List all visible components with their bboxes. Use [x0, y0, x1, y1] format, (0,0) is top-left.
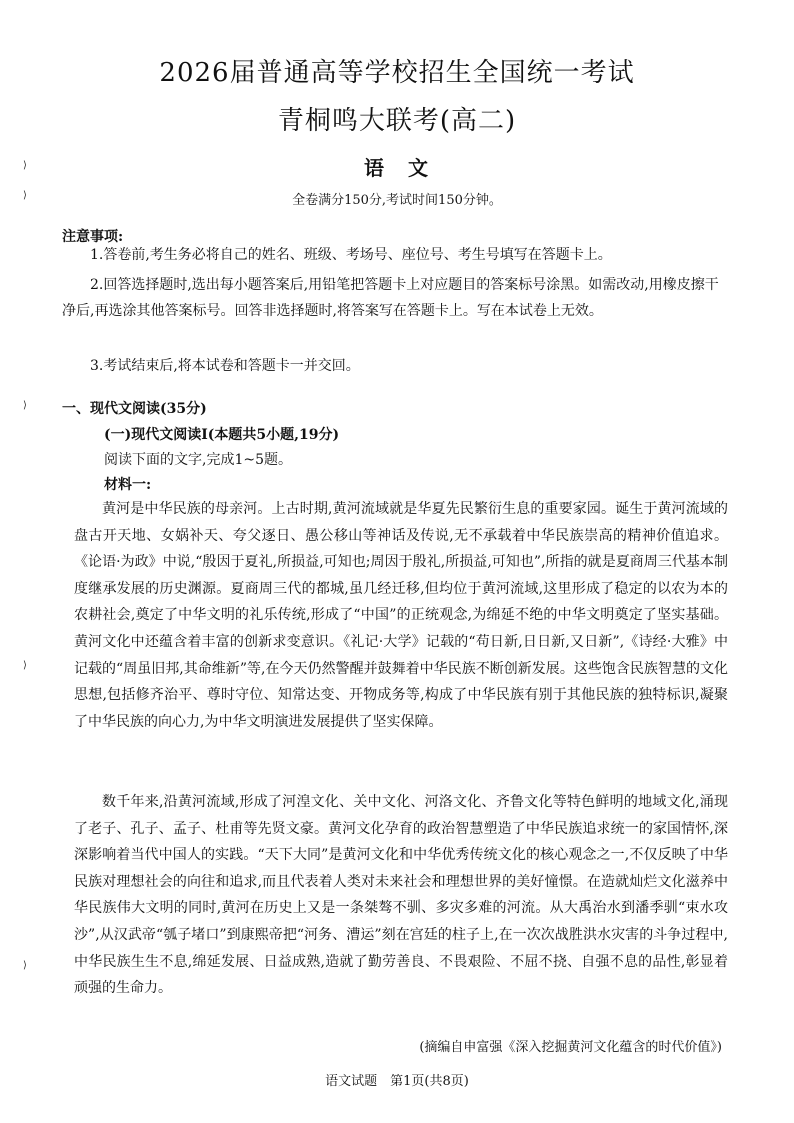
binding-mark: ⟩	[23, 400, 27, 411]
passage-paragraph: 黄河是中华民族的母亲河。上古时期,黄河流域就是华夏先民繁衍生息的重要家园。诞生于黄河流域的盘古开天地、女娲补天、夸父逐日、愚公移山等神话及传说,无不承载着中华民族崇高的精神价值追求。《论语·为政》中说,“殷因于夏礼,所损益,可知也;周因于殷礼,所损益,可知也”,所指的就是夏商周三代基本制度继承发展的历史渊源。夏商周三代的都城,虽几经迁移,但均位于黄河流域,这里形成了稳定的以农为本的农耕社会,奠定了中华文明的礼乐传统,形成了“中国”的正统观念,为绵延不绝的中华文明奠定了坚实基础。黄河文化中还蕴含着丰富的创新求变意识。《礼记·大学》记载的“苟日新,日日新,又日新”,《诗经·大雅》中记载的“周虽旧邦,其命维新”等,在今天仍然警醒并鼓舞着中华民族不断创新发展。这些饱含民族智慧的文化思想,包括修齐治平、尊时守位、知常达变、开物成务等,构成了中华民族有别于其他民族的独特标识,凝聚了中华民族的向心力,为中华文明演进发展提供了坚实保障。	[74, 501, 728, 730]
score-time-note: 全卷满分150分,考试时间150分钟。	[292, 193, 502, 208]
notice-item: 1.答卷前,考生务必将自己的姓名、班级、考场号、座位号、考生号填写在答题卡上。	[90, 247, 612, 263]
binding-mark: ⟩	[23, 660, 27, 671]
reading-instruction: 阅读下面的文字,完成1~5题。	[104, 452, 292, 468]
passage-source: (摘编自申富强《深入挖掘黄河文化蕴含的时代价值》)	[419, 1040, 722, 1055]
section-title: 一、现代文阅读(35分)	[62, 401, 207, 417]
notice-item: 2.回答选择题时,选出每小题答案后,用铅笔把答题卡上对应题目的答案标号涂黑。如需改动,用橡皮擦干净后,再选涂其他答案标号。回答非选择题时,将答案写在答题卡上。写在本试卷上无效。	[62, 277, 719, 319]
page-footer: 语文试题 第1页(共8页)	[325, 1074, 469, 1089]
exam-title: 2026届普通高等学校招生全国统一考试	[159, 58, 635, 88]
subject-title: 语 文	[364, 156, 430, 180]
notice-item: 3.考试结束后,将本试卷和答题卡一并交回。	[90, 358, 360, 374]
exam-subtitle: 青桐鸣大联考(高二)	[277, 106, 517, 136]
passage-paragraph: 数千年来,沿黄河流域,形成了河湟文化、关中文化、河洛文化、齐鲁文化等特色鲜明的地域文化,涌现了老子、孔子、孟子、杜甫等先贤文豪。黄河文化孕育的政治智慧塑造了中华民族追求统一的家国情怀,深深影响着当代中国人的实践。“天下大同”是黄河文化和中华优秀传统文化的核心观念之一,不仅反映了中华民族对理想社会的向往和追求,而且代表着人类对未来社会和理想世界的美好憧憬。在造就灿烂文化滋养中华民族伟大文明的同时,黄河在历史上又是一条桀骜不驯、多灾多难的河流。从大禹治水到潘季驯“束水攻沙”,从汉武帝“瓠子堵口”到康熙帝把“河务、漕运”刻在宫廷的柱子上,在一次次战胜洪水灾害的斗争过程中,中华民族生生不息,绵延发展、日益成熟,造就了勤劳善良、不畏艰险、不屈不挠、自强不息的品性,彰显着顽强的生命力。	[74, 794, 728, 997]
notice-heading: 注意事项:	[62, 229, 124, 245]
binding-mark: ⟩	[23, 960, 27, 971]
binding-mark: ⟩	[23, 190, 27, 201]
subsection-title: (一)现代文阅读Ⅰ(本题共5小题,19分)	[104, 427, 340, 443]
binding-mark: ⟩	[23, 160, 27, 171]
material-label: 材料一:	[104, 477, 152, 493]
